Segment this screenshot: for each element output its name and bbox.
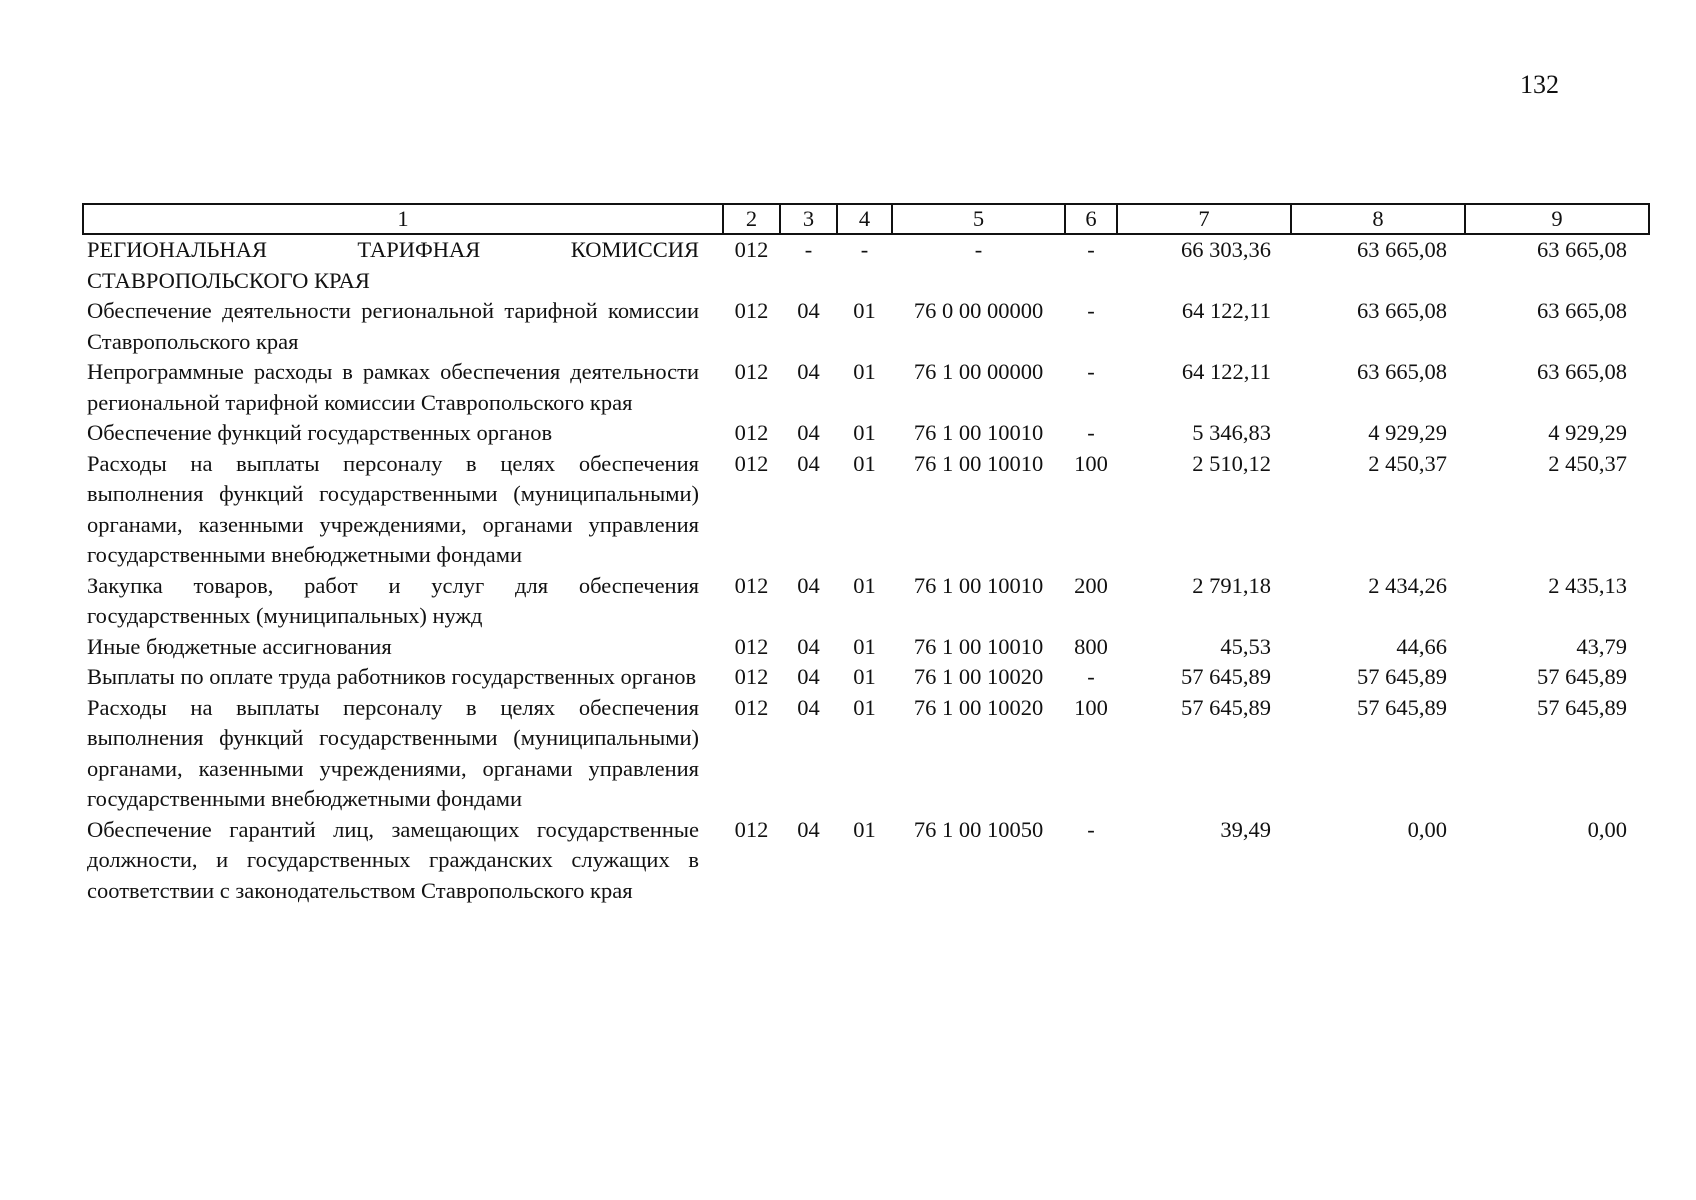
cell-subsection: 01: [853, 664, 876, 689]
header-col-1: 1: [83, 204, 723, 234]
table-row: [83, 418, 1649, 449]
table-row: [83, 662, 1649, 693]
table-row: [83, 815, 1649, 907]
cell-subsection: 01: [853, 450, 876, 476]
cell-target-article: 76 1 00 00000: [913, 359, 1044, 384]
cell-ministry: 012: [734, 633, 769, 659]
cell-amount-9: 2 435,13: [1548, 572, 1627, 598]
table-row: [83, 234, 1649, 296]
cell-section: 04: [797, 420, 820, 445]
cell-amount-8: 63 665,08: [1357, 359, 1447, 384]
cell-target-article: -: [974, 237, 983, 262]
cell-amount-8: 57 645,89: [1357, 694, 1447, 720]
cell-amount-9: 0,00: [1587, 816, 1627, 842]
cell-subsection: 01: [853, 694, 876, 720]
cell-amount-7: 66 303,36: [1181, 237, 1271, 262]
cell-expense-type: -: [1087, 237, 1095, 262]
row-description: Расходы на выплаты персоналу в целях обеспечения выполнения функций государственными (муниципальными) органами, казенными учреждениями, органами управления государственными внебюджетными фондами: [87, 450, 699, 567]
cell-section: 04: [797, 633, 820, 659]
cell-expense-type: 200: [1074, 572, 1108, 598]
cell-amount-8: 0,00: [1407, 816, 1447, 842]
cell-target-article: 76 1 00 10010: [913, 420, 1044, 445]
page-number: 132: [1520, 70, 1559, 99]
cell-ministry: 012: [734, 816, 769, 842]
cell-ministry: 012: [734, 450, 769, 476]
row-description: РЕГИОНАЛЬНАЯ ТАРИФНАЯ КОМИССИЯ СТАВРОПОЛЬСКОГО КРАЯ: [87, 237, 699, 293]
header-col-9: 9: [1465, 204, 1649, 234]
cell-amount-9: 4 929,29: [1548, 420, 1627, 445]
cell-expense-type: 800: [1074, 633, 1108, 659]
cell-expense-type: -: [1087, 664, 1095, 689]
header-col-3: 3: [780, 204, 837, 234]
budget-table: [82, 203, 1650, 906]
cell-amount-7: 2 791,18: [1192, 572, 1271, 598]
cell-ministry: 012: [734, 359, 769, 384]
cell-amount-7: 57 645,89: [1181, 694, 1271, 720]
cell-amount-9: 63 665,08: [1537, 237, 1627, 262]
cell-ministry: 012: [734, 572, 769, 598]
cell-amount-9: 43,79: [1576, 633, 1627, 659]
header-col-4: 4: [837, 204, 892, 234]
cell-subsection: 01: [853, 572, 876, 598]
cell-section: 04: [797, 572, 820, 598]
cell-amount-7: 64 122,11: [1181, 298, 1271, 323]
cell-section: -: [804, 237, 813, 262]
cell-section: 04: [797, 298, 820, 323]
cell-section: 04: [797, 816, 820, 842]
row-description: Выплаты по оплате труда работников государственных органов: [87, 664, 697, 689]
header-col-2: 2: [723, 204, 780, 234]
cell-amount-8: 44,66: [1396, 633, 1447, 659]
cell-amount-7: 2 510,12: [1192, 450, 1271, 476]
cell-subsection: 01: [853, 359, 876, 384]
cell-expense-type: 100: [1074, 694, 1108, 720]
cell-expense-type: -: [1087, 298, 1095, 323]
cell-subsection: 01: [853, 298, 876, 323]
cell-expense-type: 100: [1074, 450, 1108, 476]
cell-amount-9: 2 450,37: [1548, 450, 1627, 476]
cell-target-article: 76 1 00 10010: [913, 633, 1044, 659]
cell-subsection: -: [860, 237, 869, 262]
row-description: Обеспечение функций государственных органов: [87, 420, 553, 445]
cell-target-article: 76 0 00 00000: [913, 298, 1044, 323]
header-col-7: 7: [1117, 204, 1291, 234]
cell-subsection: 01: [853, 633, 876, 659]
cell-subsection: 01: [853, 420, 876, 445]
cell-target-article: 76 1 00 10010: [913, 450, 1044, 476]
header-col-8: 8: [1291, 204, 1465, 234]
cell-amount-8: 2 434,26: [1368, 572, 1447, 598]
cell-ministry: 012: [734, 664, 769, 689]
cell-amount-8: 4 929,29: [1368, 420, 1447, 445]
cell-target-article: 76 1 00 10010: [913, 572, 1044, 598]
cell-amount-8: 63 665,08: [1357, 237, 1447, 262]
cell-amount-8: 2 450,37: [1368, 450, 1447, 476]
cell-amount-7: 39,49: [1220, 816, 1271, 842]
cell-subsection: 01: [853, 816, 876, 842]
cell-ministry: 012: [734, 694, 769, 720]
cell-amount-7: 45,53: [1220, 633, 1271, 659]
table-row: [83, 449, 1649, 571]
table-header: [83, 204, 1649, 234]
header-col-6: 6: [1065, 204, 1117, 234]
cell-target-article: 76 1 00 10020: [913, 664, 1044, 689]
cell-amount-8: 57 645,89: [1357, 664, 1447, 689]
row-description: Обеспечение деятельности региональной тарифной комиссии Ставропольского края: [87, 298, 699, 354]
cell-section: 04: [797, 664, 820, 689]
row-description: Закупка товаров, работ и услуг для обеспечения государственных (муниципальных) нужд: [87, 572, 699, 628]
table-row: [83, 693, 1649, 815]
cell-section: 04: [797, 450, 820, 476]
cell-expense-type: -: [1087, 816, 1095, 842]
table-row: [83, 357, 1649, 418]
cell-ministry: 012: [734, 298, 769, 323]
cell-amount-7: 57 645,89: [1181, 664, 1271, 689]
table-row: [83, 296, 1649, 357]
cell-amount-9: 63 665,08: [1537, 359, 1627, 384]
cell-amount-8: 63 665,08: [1357, 298, 1447, 323]
table-row: [83, 632, 1649, 663]
cell-ministry: 012: [734, 420, 769, 445]
cell-target-article: 76 1 00 10020: [913, 694, 1044, 720]
cell-amount-9: 63 665,08: [1537, 298, 1627, 323]
cell-target-article: 76 1 00 10050: [913, 816, 1044, 842]
row-description: Обеспечение гарантий лиц, замещающих государственные должности, и государственных гражданских служащих в соответствии с законодательством Ставропольского края: [87, 816, 699, 903]
row-description: Иные бюджетные ассигнования: [87, 633, 392, 659]
header-row: [83, 204, 1649, 234]
cell-section: 04: [797, 694, 820, 720]
table-body: [83, 234, 1649, 906]
cell-amount-9: 57 645,89: [1537, 664, 1627, 689]
row-description: Расходы на выплаты персоналу в целях обеспечения выполнения функций государственными (муниципальными) органами, казенными учреждениями, органами управления государственными внебюджетными фондами: [87, 694, 699, 811]
cell-amount-7: 64 122,11: [1181, 359, 1271, 384]
cell-amount-7: 5 346,83: [1192, 420, 1271, 445]
cell-section: 04: [797, 359, 820, 384]
cell-expense-type: -: [1087, 420, 1095, 445]
row-description: Непрограммные расходы в рамках обеспечения деятельности региональной тарифной комиссии Ставропольского края: [87, 359, 699, 415]
cell-amount-9: 57 645,89: [1537, 694, 1627, 720]
table-row: [83, 571, 1649, 632]
cell-ministry: 012: [734, 237, 769, 262]
header-col-5: 5: [892, 204, 1065, 234]
cell-expense-type: -: [1087, 359, 1095, 384]
